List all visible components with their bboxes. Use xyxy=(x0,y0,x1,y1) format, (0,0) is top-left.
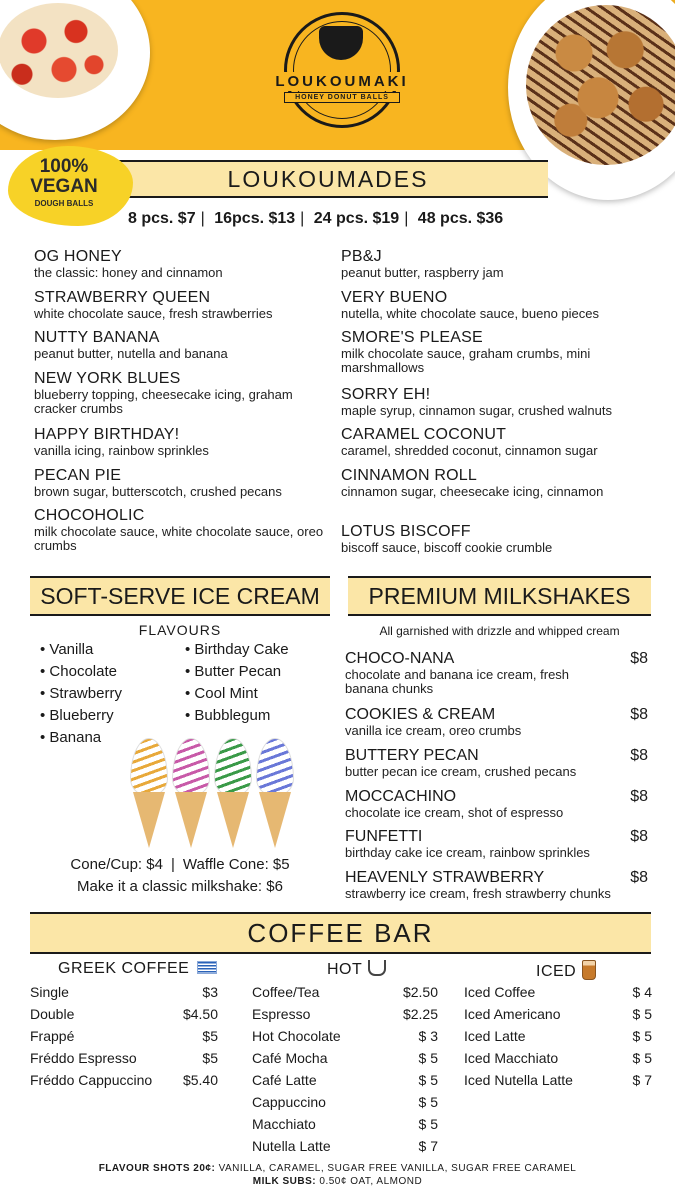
menu-item-desc: nutella, white chocolate sauce, bueno pieces xyxy=(341,306,600,321)
greek-coffee-heading xyxy=(58,960,217,978)
hot-heading xyxy=(327,960,386,979)
menu-item-desc: milk chocolate sauce, white chocolate sauce, oreo crumbs xyxy=(34,524,324,553)
flavour-item: • Strawberry xyxy=(40,685,122,702)
flavour-shots-list: VANILLA, CARAMEL, SUGAR FREE VANILLA, SUGAR FREE CARAMEL xyxy=(218,1163,577,1174)
coffee-item-price: $ 7 xyxy=(632,1072,652,1088)
loukoumades-price-list: 8 pcs. $7 | 16pcs. $13 | 24 pcs. $19 | 48 pcs. $36 xyxy=(128,210,504,227)
menu-item xyxy=(34,370,339,416)
flavour-shots-note xyxy=(0,1163,675,1174)
milk-subs-note xyxy=(0,1176,675,1187)
vegan-badge-sub: DOUGH BALLS xyxy=(34,199,94,208)
menu-item xyxy=(34,329,339,361)
coffee-item-name: Coffee/Tea xyxy=(252,984,320,1000)
coffee-item-name: Iced Macchiato xyxy=(464,1050,559,1066)
iced-title: ICED xyxy=(536,963,577,980)
milkshake-desc: strawberry ice cream, fresh strawberry chunks xyxy=(345,886,611,901)
menu-item-name: SMORE'S PLEASE xyxy=(341,329,483,346)
greek-flag-icon xyxy=(197,961,217,974)
menu-item-desc: cinnamon sugar, cheesecake icing, cinnamon xyxy=(341,484,604,499)
milkshake-item xyxy=(345,828,650,860)
coffee-item xyxy=(252,1138,438,1154)
coffee-item-price: $2.50 xyxy=(402,984,438,1000)
milkshake-item xyxy=(345,650,650,696)
milkshake-desc: birthday cake ice cream, rainbow sprinkles xyxy=(345,845,590,860)
coffee-item xyxy=(464,984,652,1000)
coffee-item-price: $ 5 xyxy=(418,1116,438,1132)
coffee-item-name: Fréddo Espresso xyxy=(30,1050,137,1066)
milkshake-price: $8 xyxy=(630,706,648,723)
cone-icon xyxy=(212,738,254,850)
vegan-badge-percent: 100% xyxy=(39,156,89,177)
coffee-item-name: Iced Coffee xyxy=(464,984,536,1000)
coffee-item xyxy=(464,1072,652,1088)
hot-title: HOT xyxy=(327,961,363,978)
coffee-item xyxy=(252,1006,438,1022)
milkshake-price: $8 xyxy=(630,788,648,805)
menu-item-name: VERY BUENO xyxy=(341,289,448,306)
menu-item-desc: vanilla icing, rainbow sprinkles xyxy=(34,443,209,458)
menu-item-desc: peanut butter, nutella and banana xyxy=(34,346,228,361)
price-tier: 24 pcs. $19 xyxy=(313,210,400,227)
menu-item-name: PB&J xyxy=(341,248,382,265)
coffee-item xyxy=(464,1050,652,1066)
milkshake-item xyxy=(345,706,650,738)
iced-coffee-cup-icon xyxy=(582,960,596,980)
menu-item-name: CHOCOHOLIC xyxy=(34,507,145,524)
vegan-badge xyxy=(8,146,133,226)
flavour-item: • Butter Pecan xyxy=(185,663,282,680)
menu-item-desc: milk chocolate sauce, graham crumbs, mini marshmallows xyxy=(341,346,591,375)
menu-item xyxy=(341,467,661,499)
milkshake-name: CHOCO-NANA xyxy=(345,650,455,667)
coffee-item xyxy=(30,1072,218,1088)
coffee-item xyxy=(30,984,218,1000)
coffee-item-name: Iced Latte xyxy=(464,1028,526,1044)
flavours-title: FLAVOURS xyxy=(138,622,222,638)
milkshake-name: FUNFETTI xyxy=(345,828,423,845)
milkshake-price: $8 xyxy=(630,869,648,886)
vegan-badge-word: VEGAN xyxy=(30,176,98,197)
flavour-item: • Banana xyxy=(40,729,102,746)
coffee-item-price: $4.50 xyxy=(182,1006,218,1022)
coffee-item xyxy=(252,1072,438,1088)
menu-item-desc: biscoff sauce, biscoff cookie crumble xyxy=(341,540,553,555)
coffee-item-price: $ 3 xyxy=(418,1028,438,1044)
coffee-item-name: Espresso xyxy=(252,1006,311,1022)
milkshake-price: $8 xyxy=(630,650,648,667)
classic-milkshake-price: Make it a classic milkshake: $6 xyxy=(77,878,283,895)
coffee-item-price: $ 5 xyxy=(418,1094,438,1110)
flavour-item: • Vanilla xyxy=(40,641,94,658)
coffee-item-name: Café Mocha xyxy=(252,1050,328,1066)
cone-icon xyxy=(170,738,212,850)
menu-item-name: SORRY EH! xyxy=(341,386,431,403)
menu-item-name: CINNAMON ROLL xyxy=(341,467,477,484)
menu-item-desc: white chocolate sauce, fresh strawberries xyxy=(34,306,273,321)
coffee-item-price: $5 xyxy=(202,1050,218,1066)
flavour-item: • Cool Mint xyxy=(185,685,258,702)
coffee-item xyxy=(464,1028,652,1044)
menu-item xyxy=(341,248,661,280)
coffee-item xyxy=(252,1116,438,1132)
milkshake-item xyxy=(345,788,650,820)
coffee-item-name: Nutella Latte xyxy=(252,1138,331,1154)
menu-item xyxy=(34,467,339,499)
coffee-bar-title: COFFEE BAR xyxy=(30,912,651,954)
coffee-item-name: Frappé xyxy=(30,1028,75,1044)
coffee-item-name: Fréddo Cappuccino xyxy=(30,1072,153,1088)
coffee-item xyxy=(30,1006,218,1022)
milkshake-name: BUTTERY PECAN xyxy=(345,747,479,764)
menu-item-desc: peanut butter, raspberry jam xyxy=(341,265,504,280)
coffee-item-name: Hot Chocolate xyxy=(252,1028,341,1044)
coffee-item xyxy=(30,1028,218,1044)
menu-item xyxy=(341,386,661,418)
menu-item xyxy=(34,289,339,321)
menu-item-name: STRAWBERRY QUEEN xyxy=(34,289,211,306)
menu-item-name: HAPPY BIRTHDAY! xyxy=(34,426,180,443)
brand-name: LOUKOUMAKI xyxy=(270,72,414,91)
milkshake-desc: chocolate ice cream, shot of espresso xyxy=(345,805,564,820)
coffee-item-name: Cappuccino xyxy=(252,1094,326,1110)
coffee-item xyxy=(252,984,438,1000)
coffee-item-price: $ 5 xyxy=(632,1050,652,1066)
coffee-item-price: $ 4 xyxy=(632,984,652,1000)
milkshake-name: COOKIES & CREAM xyxy=(345,706,496,723)
ice-cream-cones-image xyxy=(128,738,300,850)
menu-item-name: NUTTY BANANA xyxy=(34,329,160,346)
menu-item-name: LOTUS BISCOFF xyxy=(341,523,471,540)
menu-item-name: CARAMEL COCONUT xyxy=(341,426,507,443)
coffee-item-price: $ 5 xyxy=(418,1072,438,1088)
iced-heading xyxy=(536,960,596,981)
coffee-item-name: Café Latte xyxy=(252,1072,317,1088)
menu-item xyxy=(34,248,339,280)
milkshake-name: MOCCACHINO xyxy=(345,788,457,805)
soft-serve-prices: Cone/Cup: $4 | Waffle Cone: $5 xyxy=(70,856,290,873)
menu-item-desc: caramel, shredded coconut, cinnamon sugar xyxy=(341,443,598,458)
coffee-item-name: Single xyxy=(30,984,69,1000)
menu-item-desc: brown sugar, butterscotch, crushed pecans xyxy=(34,484,282,499)
coffee-item-price: $5.40 xyxy=(182,1072,218,1088)
coffee-item-name: Double xyxy=(30,1006,75,1022)
coffee-item xyxy=(252,1028,438,1044)
price-tier: 8 pcs. $7 xyxy=(128,210,196,227)
menu-item-desc: maple syrup, cinnamon sugar, crushed walnuts xyxy=(341,403,612,418)
milkshakes-title: PREMIUM MILKSHAKES xyxy=(348,576,651,616)
menu-item xyxy=(341,329,661,375)
menu-item xyxy=(341,523,661,555)
menu-item-desc: blueberry topping, cheesecake icing, graham cracker crumbs xyxy=(34,387,293,416)
flavour-shots-label: FLAVOUR SHOTS 20¢: xyxy=(98,1163,216,1174)
brand-logo xyxy=(270,12,414,130)
coffee-item-name: Macchiato xyxy=(252,1116,316,1132)
milk-subs-label: MILK SUBS: xyxy=(252,1176,317,1187)
coffee-item-price: $ 5 xyxy=(418,1050,438,1066)
menu-item-name: NEW YORK BLUES xyxy=(34,370,181,387)
coffee-item xyxy=(30,1050,218,1066)
menu-item-name: OG HONEY xyxy=(34,248,122,265)
menu-item xyxy=(34,426,339,458)
milkshake-item xyxy=(345,869,650,901)
milkshake-item xyxy=(345,747,650,779)
milkshake-price: $8 xyxy=(630,747,648,764)
coffee-item xyxy=(464,1006,652,1022)
waffle-cone-price: Waffle Cone: $5 xyxy=(182,856,290,873)
milk-subs-list: 0.50¢ OAT, ALMOND xyxy=(319,1176,423,1187)
menu-item xyxy=(341,426,661,458)
cone-cup-price: Cone/Cup: $4 xyxy=(70,856,163,873)
milkshake-desc: chocolate and banana ice cream, fresh banana chunks xyxy=(345,667,570,696)
menu-item-desc: the classic: honey and cinnamon xyxy=(34,265,223,280)
brand-tagline: HONEY DONUT BALLS xyxy=(284,92,400,103)
flavour-item: • Blueberry xyxy=(40,707,114,724)
coffee-item xyxy=(252,1050,438,1066)
price-tier: 16pcs. $13 xyxy=(214,210,296,227)
coffee-item-price: $ 5 xyxy=(632,1006,652,1022)
milkshake-name: HEAVENLY STRAWBERRY xyxy=(345,869,545,886)
milkshake-price: $8 xyxy=(630,828,648,845)
price-tier: 48 pcs. $36 xyxy=(417,210,504,227)
menu-item-name: PECAN PIE xyxy=(34,467,122,484)
flavour-item: • Chocolate xyxy=(40,663,117,680)
coffee-item-name: Iced Americano xyxy=(464,1006,561,1022)
coffee-item xyxy=(252,1094,438,1110)
coffee-item-price: $3 xyxy=(202,984,218,1000)
loukoumades-title: LOUKOUMADES xyxy=(108,160,548,198)
coffee-item-price: $5 xyxy=(202,1028,218,1044)
coffee-item-price: $2.25 xyxy=(402,1006,438,1022)
milkshakes-note: All garnished with drizzle and whipped cream xyxy=(379,624,620,638)
cone-icon xyxy=(254,738,296,850)
coffee-item-price: $ 7 xyxy=(418,1138,438,1154)
coffee-item-price: $ 5 xyxy=(632,1028,652,1044)
hot-coffee-cup-icon xyxy=(368,960,386,976)
menu-item xyxy=(341,289,661,321)
soft-serve-title: SOFT-SERVE ICE CREAM xyxy=(30,576,330,616)
menu-item xyxy=(34,507,339,553)
coffee-item-name: Iced Nutella Latte xyxy=(464,1072,573,1088)
greek-coffee-title: GREEK COFFEE xyxy=(58,960,190,977)
milkshake-desc: vanilla ice cream, oreo crumbs xyxy=(345,723,522,738)
flavour-item: • Birthday Cake xyxy=(185,641,289,658)
cone-icon xyxy=(128,738,170,850)
flavour-item: • Bubblegum xyxy=(185,707,271,724)
milkshake-desc: butter pecan ice cream, crushed pecans xyxy=(345,764,577,779)
